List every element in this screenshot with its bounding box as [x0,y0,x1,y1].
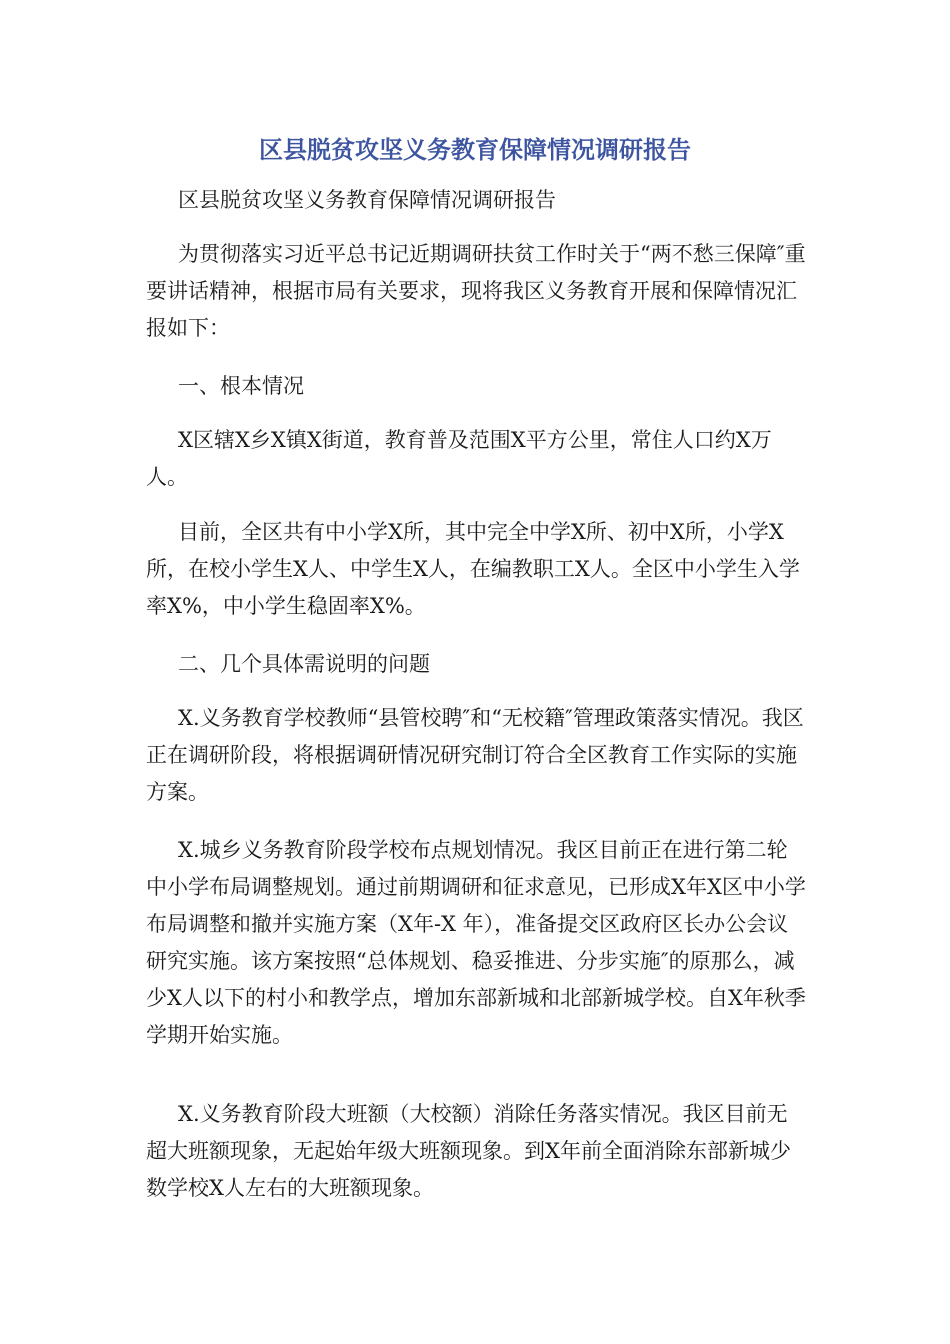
paragraph-school-layout-plan: X.城乡义务教育阶段学校布点规划情况。我区目前正在进行第二轮中小学布局调整规划。通过前期调研和征求意见，已形成X年X区中小学布局调整和撤并实施方案（X年-X 年），准备提交区政府区长办公会议研究实施。该方案按照“总体规划、稳妥推进、分步实施″的原那么，减少X人以下的村小和教学点，增加东部新城和北部新城学校。自X年秋季学期开始实施。 [146,838,806,1047]
paragraph-subtitle: 区县脱贫攻坚义务教育保障情况调研报告 [178,188,556,212]
paragraph-teacher-policy: X.义务教育学校教师“县管校聘″和“无校籍″管理政策落实情况。我区正在调研阶段，将根据调研情况研究制订符合全区教育工作实际的实施方案。 [146,706,804,804]
section-heading-basic-situation: 一、根本情况 [178,374,304,398]
paragraph-school-statistics: 目前，全区共有中小学X所，其中完全中学X所、初中X所，小学X所，在校小学生X人、中学生X人，在编教职工X人。全区中小学生入学率X%，中小学生稳固率X%。 [146,520,800,618]
document-title: 区县脱贫攻坚义务教育保障情况调研报告 [259,136,691,164]
section-heading-specific-issues: 二、几个具体需说明的问题 [178,652,430,676]
paragraph-intro: 为贯彻落实习近平总书记近期调研扶贫工作时关于“两不愁三保障″重要讲话精神，根据市局有关要求，现将我区义务教育开展和保障情况汇报如下： [146,242,806,340]
paragraph-large-class-elimination: X.义务教育阶段大班额（大校额）消除任务落实情况。我区目前无超大班额现象，无起始年级大班额现象。到X年前全面消除东部新城少数学校X人左右的大班额现象。 [146,1102,791,1200]
paragraph-district-overview: X区辖X乡X镇X街道，教育普及范围X平方公里，常住人口约X万人。 [146,428,772,489]
